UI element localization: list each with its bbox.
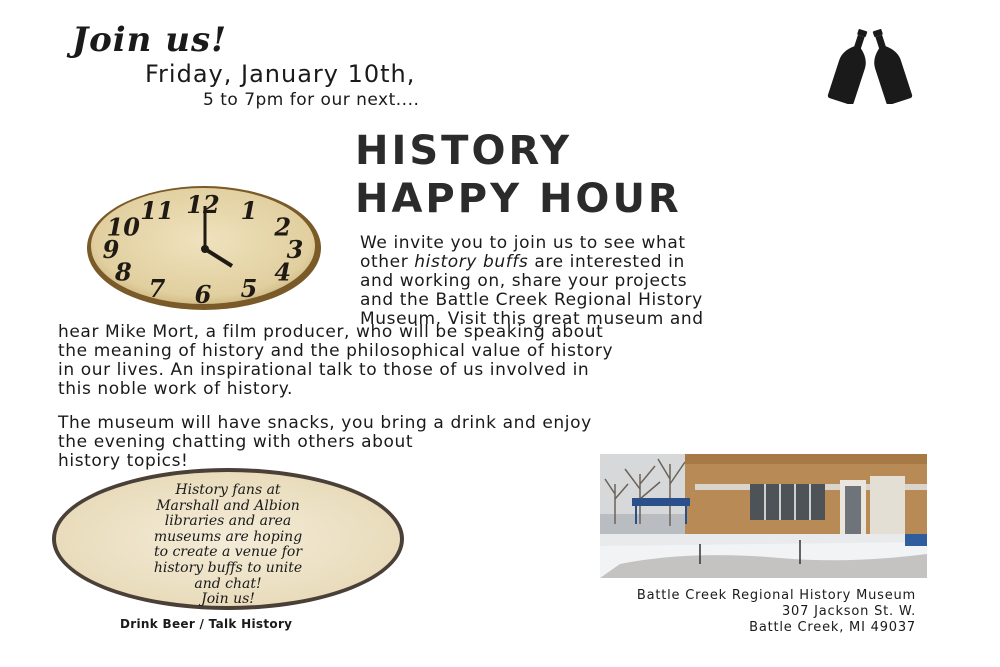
clock-numeral: 9 — [102, 235, 120, 264]
event-time: 5 to 7pm for our next.... — [203, 90, 420, 110]
museum-name: Battle Creek Regional History Museum — [636, 588, 916, 603]
intro-paragraph-top — [360, 234, 920, 329]
clock-numeral: 6 — [194, 280, 212, 309]
callout-line: Join us! — [201, 591, 255, 608]
snacks-line: history topics! — [58, 451, 189, 471]
intro-line: other history buffs are interested in — [360, 252, 685, 272]
clock-numeral: 7 — [148, 274, 166, 303]
intro-line: hear Mike Mort, a film producer, who will be speaking about — [58, 322, 604, 342]
callout-line: and chat! — [194, 575, 262, 592]
callout-line: libraries and area — [164, 513, 292, 530]
clock-numeral: 5 — [240, 274, 258, 303]
callout-line: History fans at — [175, 482, 281, 498]
history-buffs-emphasis: history buffs — [414, 252, 529, 272]
intro-paragraph-bottom — [58, 323, 928, 399]
slogan: Drink Beer / Talk History — [120, 617, 293, 631]
intro-line: and the Battle Creek Regional History — [360, 290, 703, 310]
event-date: Friday, January 10th, — [145, 60, 416, 88]
clock-numeral: 12 — [186, 190, 220, 219]
intro-line: this noble work of history. — [58, 379, 293, 399]
museum-photo — [600, 454, 927, 578]
museum-street: 307 Jackson St. W. — [781, 604, 916, 619]
clock-numeral: 11 — [140, 196, 174, 225]
callout-line: history buffs to unite — [153, 559, 303, 576]
callout-line: Marshall and Albion — [156, 497, 300, 514]
join-us-heading: Join us! — [72, 20, 228, 60]
intro-line: in our lives. An inspirational talk to those of us involved in — [58, 360, 590, 380]
intro-line: Museum. Visit this great museum and — [360, 309, 704, 329]
beer-bottles-icon — [822, 24, 922, 104]
intro-line: and working on, share your projects — [360, 271, 688, 291]
callout-text — [100, 483, 356, 608]
clock-numeral: 4 — [274, 257, 292, 287]
snacks-line: The museum will have snacks, you bring a drink and enjoy — [58, 413, 592, 433]
museum-address — [520, 588, 916, 636]
clock-numeral: 8 — [114, 257, 132, 287]
snacks-line: the evening chatting with others about — [58, 432, 414, 452]
clock-numeral: 2 — [274, 212, 292, 242]
intro-line: We invite you to join us to see what — [360, 233, 686, 253]
clock-numeral: 10 — [106, 212, 141, 242]
wall-clock-image — [82, 180, 322, 312]
title-line-2: HAPPY HOUR — [355, 176, 682, 222]
callout-line: to create a venue for — [153, 544, 303, 561]
title-line-1: HISTORY — [355, 128, 573, 174]
intro-line: the meaning of history and the philosophical value of history — [58, 341, 614, 361]
museum-city: Battle Creek, MI 49037 — [749, 620, 916, 635]
clock-numeral: 3 — [286, 235, 304, 264]
callout-line: museums are hoping — [153, 528, 303, 545]
clock-numeral: 1 — [240, 196, 258, 225]
